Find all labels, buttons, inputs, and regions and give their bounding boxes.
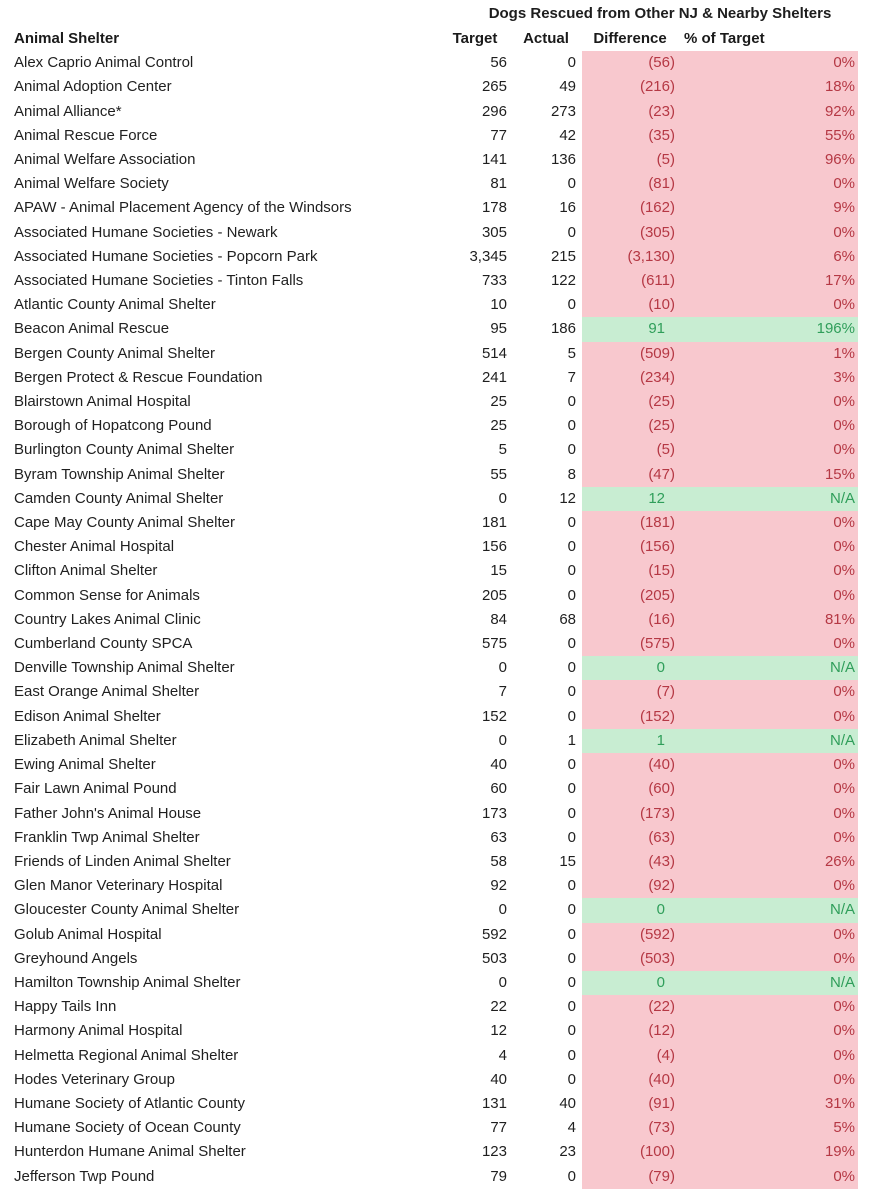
cell-actual: 0: [567, 54, 576, 72]
cell-difference: (509): [582, 342, 678, 366]
cell-shelter-name: Hamilton Township Animal Shelter: [14, 973, 241, 991]
table-row: [14, 172, 858, 196]
cell-target: 733: [481, 272, 507, 290]
cell-pct-of-target: 19%: [678, 1140, 858, 1164]
cell-difference: (503): [582, 947, 678, 971]
cell-actual: 0: [567, 175, 576, 193]
cell-target: 58: [490, 852, 507, 870]
cell-target: 10: [490, 296, 507, 314]
cell-difference: (40): [582, 1068, 678, 1092]
cell-actual: 4: [567, 1119, 576, 1137]
cell-shelter-name: Gloucester County Animal Shelter: [14, 901, 240, 919]
cell-target: 305: [481, 223, 507, 241]
cell-pct-of-target: 9%: [678, 196, 858, 220]
cell-pct-of-target: 92%: [678, 100, 858, 124]
table-header: [14, 27, 858, 51]
cell-shelter-name: Elizabeth Animal Shelter: [14, 731, 177, 749]
cell-shelter-name: Ewing Animal Shelter: [14, 756, 156, 774]
table-row: [14, 802, 858, 826]
table-row: [14, 487, 858, 511]
cell-difference: 1: [582, 729, 678, 753]
table-row: [14, 850, 858, 874]
cell-shelter-name: Hunterdon Humane Animal Shelter: [14, 1143, 246, 1161]
cell-difference: (234): [582, 366, 678, 390]
cell-actual: 273: [550, 102, 576, 120]
cell-shelter-name: Father John's Animal House: [14, 804, 202, 822]
cell-shelter-name: Bergen County Animal Shelter: [14, 344, 215, 362]
cell-difference: (152): [582, 705, 678, 729]
cell-pct-of-target: 196%: [678, 317, 858, 341]
cell-target: 181: [481, 514, 507, 532]
cell-difference: 12: [582, 487, 678, 511]
table-row: [14, 632, 858, 656]
cell-difference: (205): [582, 584, 678, 608]
cell-target: 131: [481, 1094, 507, 1112]
cell-actual: 0: [567, 877, 576, 895]
cell-actual: 23: [559, 1143, 576, 1161]
cell-pct-of-target: 0%: [678, 535, 858, 559]
cell-pct-of-target: N/A: [678, 898, 858, 922]
cell-pct-of-target: 0%: [678, 1068, 858, 1092]
table-row: [14, 414, 858, 438]
cell-pct-of-target: 1%: [678, 342, 858, 366]
cell-actual: 0: [567, 659, 576, 677]
table-row: [14, 366, 858, 390]
cell-target: 0: [498, 901, 507, 919]
cell-shelter-name: Humane Society of Atlantic County: [14, 1094, 245, 1112]
cell-pct-of-target: 0%: [678, 221, 858, 245]
cell-target: 56: [490, 54, 507, 72]
cell-actual: 0: [567, 683, 576, 701]
cell-difference: (91): [582, 1092, 678, 1116]
cell-actual: 0: [567, 538, 576, 556]
table-row: [14, 680, 858, 704]
cell-shelter-name: Harmony Animal Hospital: [14, 1022, 183, 1040]
cell-shelter-name: Blairstown Animal Hospital: [14, 393, 191, 411]
cell-target: 79: [490, 1167, 507, 1185]
cell-pct-of-target: 26%: [678, 850, 858, 874]
cell-target: 15: [490, 562, 507, 580]
table-row: [14, 705, 858, 729]
cell-target: 81: [490, 175, 507, 193]
table-row: [14, 317, 858, 341]
cell-shelter-name: Associated Humane Societies - Popcorn Park: [14, 247, 318, 265]
cell-pct-of-target: 0%: [678, 1019, 858, 1043]
cell-actual: 1: [567, 731, 576, 749]
cell-shelter-name: Jefferson Twp Pound: [14, 1167, 155, 1185]
cell-target: 205: [481, 586, 507, 604]
cell-target: 141: [481, 151, 507, 169]
cell-pct-of-target: 0%: [678, 680, 858, 704]
cell-actual: 16: [559, 199, 576, 217]
cell-actual: 68: [559, 610, 576, 628]
table-row: [14, 148, 858, 172]
cell-target: 575: [481, 635, 507, 653]
cell-pct-of-target: 5%: [678, 1116, 858, 1140]
cell-shelter-name: Hodes Veterinary Group: [14, 1070, 175, 1088]
cell-actual: 0: [567, 441, 576, 459]
cell-pct-of-target: 0%: [678, 753, 858, 777]
table-row: [14, 245, 858, 269]
table-row: [14, 1019, 858, 1043]
table-row: [14, 1044, 858, 1068]
header-row: [14, 27, 858, 51]
table-row: [14, 1092, 858, 1116]
cell-pct-of-target: 31%: [678, 1092, 858, 1116]
cell-shelter-name: Friends of Linden Animal Shelter: [14, 852, 231, 870]
cell-shelter-name: Atlantic County Animal Shelter: [14, 296, 216, 314]
cell-target: 265: [481, 78, 507, 96]
cell-pct-of-target: 0%: [678, 705, 858, 729]
cell-pct-of-target: 0%: [678, 414, 858, 438]
cell-target: 3,345: [469, 247, 507, 265]
cell-target: 4: [498, 1046, 507, 1064]
cell-shelter-name: Beacon Animal Rescue: [14, 320, 170, 338]
cell-actual: 0: [567, 828, 576, 846]
table-row: [14, 898, 858, 922]
cell-actual: 0: [567, 707, 576, 725]
table-row: [14, 100, 858, 124]
cell-pct-of-target: 0%: [678, 874, 858, 898]
cell-difference: (162): [582, 196, 678, 220]
table-row: [14, 777, 858, 801]
cell-actual: 12: [559, 489, 576, 507]
cell-target: 156: [481, 538, 507, 556]
cell-target: 0: [498, 731, 507, 749]
cell-difference: (611): [582, 269, 678, 293]
table-row: [14, 269, 858, 293]
cell-shelter-name: Fair Lawn Animal Pound: [14, 780, 177, 798]
cell-shelter-name: Animal Welfare Association: [14, 151, 196, 169]
cell-shelter-name: Golub Animal Hospital: [14, 925, 162, 943]
table-row: [14, 656, 858, 680]
cell-actual: 186: [550, 320, 576, 338]
cell-difference: (16): [582, 608, 678, 632]
table-row: [14, 221, 858, 245]
cell-shelter-name: Franklin Twp Animal Shelter: [14, 828, 200, 846]
cell-difference: (181): [582, 511, 678, 535]
table-row: [14, 947, 858, 971]
cell-shelter-name: Bergen Protect & Rescue Foundation: [14, 368, 263, 386]
cell-pct-of-target: N/A: [678, 656, 858, 680]
cell-difference: (5): [582, 148, 678, 172]
table-row: [14, 196, 858, 220]
cell-difference: (81): [582, 172, 678, 196]
cell-actual: 40: [559, 1094, 576, 1112]
cell-difference: (23): [582, 100, 678, 124]
cell-actual: 0: [567, 1167, 576, 1185]
cell-actual: 0: [567, 393, 576, 411]
cell-actual: 0: [567, 949, 576, 967]
cell-difference: (92): [582, 874, 678, 898]
cell-target: 592: [481, 925, 507, 943]
cell-shelter-name: Cumberland County SPCA: [14, 635, 193, 653]
cell-actual: 0: [567, 780, 576, 798]
cell-pct-of-target: 81%: [678, 608, 858, 632]
cell-actual: 0: [567, 1022, 576, 1040]
cell-target: 0: [498, 973, 507, 991]
cell-shelter-name: Byram Township Animal Shelter: [14, 465, 225, 483]
cell-difference: (7): [582, 680, 678, 704]
table-row: [14, 342, 858, 366]
cell-pct-of-target: 0%: [678, 947, 858, 971]
cell-shelter-name: Associated Humane Societies - Tinton Falls: [14, 272, 304, 290]
cell-actual: 0: [567, 998, 576, 1016]
cell-actual: 5: [567, 344, 576, 362]
cell-actual: 122: [550, 272, 576, 290]
cell-shelter-name: Animal Adoption Center: [14, 78, 172, 96]
table-row: [14, 923, 858, 947]
cell-difference: (79): [582, 1165, 678, 1189]
cell-shelter-name: Camden County Animal Shelter: [14, 489, 224, 507]
cell-actual: 0: [567, 635, 576, 653]
cell-shelter-name: Borough of Hopatcong Pound: [14, 417, 212, 435]
cell-target: 77: [490, 126, 507, 144]
cell-target: 123: [481, 1143, 507, 1161]
cell-difference: (3,130): [582, 245, 678, 269]
cell-actual: 0: [567, 1046, 576, 1064]
cell-target: 178: [481, 199, 507, 217]
table-row: [14, 1165, 858, 1189]
table-row: [14, 1068, 858, 1092]
table-row: [14, 511, 858, 535]
cell-pct-of-target: 17%: [678, 269, 858, 293]
cell-pct-of-target: 0%: [678, 923, 858, 947]
cell-shelter-name: Alex Caprio Animal Control: [14, 54, 194, 72]
col-header-pct-of-target: % of Target: [684, 30, 765, 47]
cell-target: 7: [498, 683, 507, 701]
cell-shelter-name: Associated Humane Societies - Newark: [14, 223, 278, 241]
cell-actual: 0: [567, 562, 576, 580]
cell-actual: 0: [567, 925, 576, 943]
cell-shelter-name: Burlington County Animal Shelter: [14, 441, 235, 459]
cell-pct-of-target: 0%: [678, 1044, 858, 1068]
cell-target: 77: [490, 1119, 507, 1137]
cell-pct-of-target: 0%: [678, 559, 858, 583]
cell-target: 0: [498, 659, 507, 677]
cell-pct-of-target: 0%: [678, 632, 858, 656]
cell-pct-of-target: 0%: [678, 777, 858, 801]
cell-target: 503: [481, 949, 507, 967]
table-row: [14, 51, 858, 75]
table-row: [14, 753, 858, 777]
cell-shelter-name: Greyhound Angels: [14, 949, 138, 967]
cell-pct-of-target: 0%: [678, 51, 858, 75]
cell-shelter-name: Humane Society of Ocean County: [14, 1119, 241, 1137]
cell-target: 40: [490, 756, 507, 774]
cell-shelter-name: Common Sense for Animals: [14, 586, 200, 604]
cell-target: 0: [498, 489, 507, 507]
cell-actual: 0: [567, 901, 576, 919]
cell-difference: (592): [582, 923, 678, 947]
cell-target: 514: [481, 344, 507, 362]
cell-shelter-name: Cape May County Animal Shelter: [14, 514, 235, 532]
cell-difference: (5): [582, 438, 678, 462]
cell-pct-of-target: 55%: [678, 124, 858, 148]
table-row: [14, 438, 858, 462]
cell-difference: (73): [582, 1116, 678, 1140]
cell-difference: (40): [582, 753, 678, 777]
cell-difference: (35): [582, 124, 678, 148]
cell-target: 92: [490, 877, 507, 895]
cell-difference: (43): [582, 850, 678, 874]
cell-difference: (100): [582, 1140, 678, 1164]
cell-target: 84: [490, 610, 507, 628]
cell-shelter-name: Helmetta Regional Animal Shelter: [14, 1046, 239, 1064]
cell-actual: 0: [567, 586, 576, 604]
table-row: [14, 608, 858, 632]
cell-pct-of-target: 15%: [678, 463, 858, 487]
cell-pct-of-target: 3%: [678, 366, 858, 390]
cell-shelter-name: Clifton Animal Shelter: [14, 562, 158, 580]
cell-pct-of-target: 0%: [678, 826, 858, 850]
cell-difference: (22): [582, 995, 678, 1019]
cell-difference: (156): [582, 535, 678, 559]
table-row: [14, 584, 858, 608]
table-row: [14, 874, 858, 898]
cell-actual: 0: [567, 973, 576, 991]
cell-difference: 0: [582, 656, 678, 680]
cell-pct-of-target: 0%: [678, 390, 858, 414]
cell-difference: (47): [582, 463, 678, 487]
cell-shelter-name: APAW - Animal Placement Agency of the Windsors: [14, 199, 352, 217]
cell-pct-of-target: 18%: [678, 75, 858, 99]
cell-actual: 0: [567, 756, 576, 774]
cell-actual: 0: [567, 804, 576, 822]
cell-difference: (63): [582, 826, 678, 850]
cell-shelter-name: Edison Animal Shelter: [14, 707, 161, 725]
col-header-actual: Actual: [523, 30, 569, 47]
col-header-target: Target: [452, 30, 498, 47]
cell-pct-of-target: 0%: [678, 995, 858, 1019]
col-header-difference: Difference: [593, 30, 667, 47]
cell-actual: 0: [567, 514, 576, 532]
table-row: [14, 75, 858, 99]
cell-target: 40: [490, 1070, 507, 1088]
cell-pct-of-target: N/A: [678, 729, 858, 753]
table-row: [14, 293, 858, 317]
cell-shelter-name: Animal Rescue Force: [14, 126, 158, 144]
table-row: [14, 1140, 858, 1164]
cell-difference: (12): [582, 1019, 678, 1043]
cell-actual: 215: [550, 247, 576, 265]
table-row: [14, 971, 858, 995]
cell-pct-of-target: 0%: [678, 438, 858, 462]
cell-target: 25: [490, 393, 507, 411]
cell-target: 22: [490, 998, 507, 1016]
cell-actual: 42: [559, 126, 576, 144]
cell-difference: 0: [582, 971, 678, 995]
cell-difference: (15): [582, 559, 678, 583]
cell-shelter-name: Animal Alliance*: [14, 102, 122, 120]
cell-actual: 136: [550, 151, 576, 169]
table-row: [14, 390, 858, 414]
cell-target: 241: [481, 368, 507, 386]
cell-target: 55: [490, 465, 507, 483]
cell-shelter-name: Glen Manor Veterinary Hospital: [14, 877, 223, 895]
shelter-rescue-table: [14, 27, 858, 1189]
cell-shelter-name: Denville Township Animal Shelter: [14, 659, 235, 677]
cell-difference: 0: [582, 898, 678, 922]
cell-difference: 91: [582, 317, 678, 341]
cell-actual: 0: [567, 296, 576, 314]
cell-pct-of-target: N/A: [678, 487, 858, 511]
cell-difference: (25): [582, 390, 678, 414]
cell-target: 95: [490, 320, 507, 338]
cell-pct-of-target: 6%: [678, 245, 858, 269]
table-row: [14, 729, 858, 753]
table-body: [14, 51, 858, 1189]
cell-pct-of-target: 0%: [678, 293, 858, 317]
table-row: [14, 463, 858, 487]
cell-actual: 0: [567, 223, 576, 241]
table-row: [14, 826, 858, 850]
table-row: [14, 1116, 858, 1140]
cell-actual: 0: [567, 1070, 576, 1088]
cell-difference: (305): [582, 221, 678, 245]
cell-difference: (10): [582, 293, 678, 317]
cell-target: 12: [490, 1022, 507, 1040]
col-header-animal-shelter: Animal Shelter: [14, 30, 120, 47]
cell-difference: (216): [582, 75, 678, 99]
cell-difference: (25): [582, 414, 678, 438]
cell-target: 5: [498, 441, 507, 459]
cell-shelter-name: Country Lakes Animal Clinic: [14, 610, 201, 628]
cell-pct-of-target: 96%: [678, 148, 858, 172]
table-row: [14, 535, 858, 559]
table-row: [14, 124, 858, 148]
cell-difference: (4): [582, 1044, 678, 1068]
cell-pct-of-target: 0%: [678, 511, 858, 535]
cell-actual: 49: [559, 78, 576, 96]
cell-pct-of-target: N/A: [678, 971, 858, 995]
cell-shelter-name: Happy Tails Inn: [14, 998, 117, 1016]
cell-pct-of-target: 0%: [678, 802, 858, 826]
cell-difference: (173): [582, 802, 678, 826]
cell-actual: 8: [567, 465, 576, 483]
cell-shelter-name: East Orange Animal Shelter: [14, 683, 200, 701]
table-row: [14, 559, 858, 583]
cell-target: 63: [490, 828, 507, 846]
cell-actual: 15: [559, 852, 576, 870]
cell-difference: (575): [582, 632, 678, 656]
cell-shelter-name: Chester Animal Hospital: [14, 538, 175, 556]
cell-difference: (56): [582, 51, 678, 75]
cell-actual: 7: [567, 368, 576, 386]
report-title: Dogs Rescued from Other NJ & Nearby Shelters: [488, 5, 832, 22]
cell-pct-of-target: 0%: [678, 584, 858, 608]
cell-pct-of-target: 0%: [678, 172, 858, 196]
table-row: [14, 995, 858, 1019]
cell-target: 152: [481, 707, 507, 725]
cell-actual: 0: [567, 417, 576, 435]
cell-target: 60: [490, 780, 507, 798]
cell-shelter-name: Animal Welfare Society: [14, 175, 169, 193]
cell-pct-of-target: 0%: [678, 1165, 858, 1189]
cell-target: 25: [490, 417, 507, 435]
cell-difference: (60): [582, 777, 678, 801]
cell-target: 296: [481, 102, 507, 120]
report-title-row: [450, 0, 870, 27]
cell-target: 173: [481, 804, 507, 822]
